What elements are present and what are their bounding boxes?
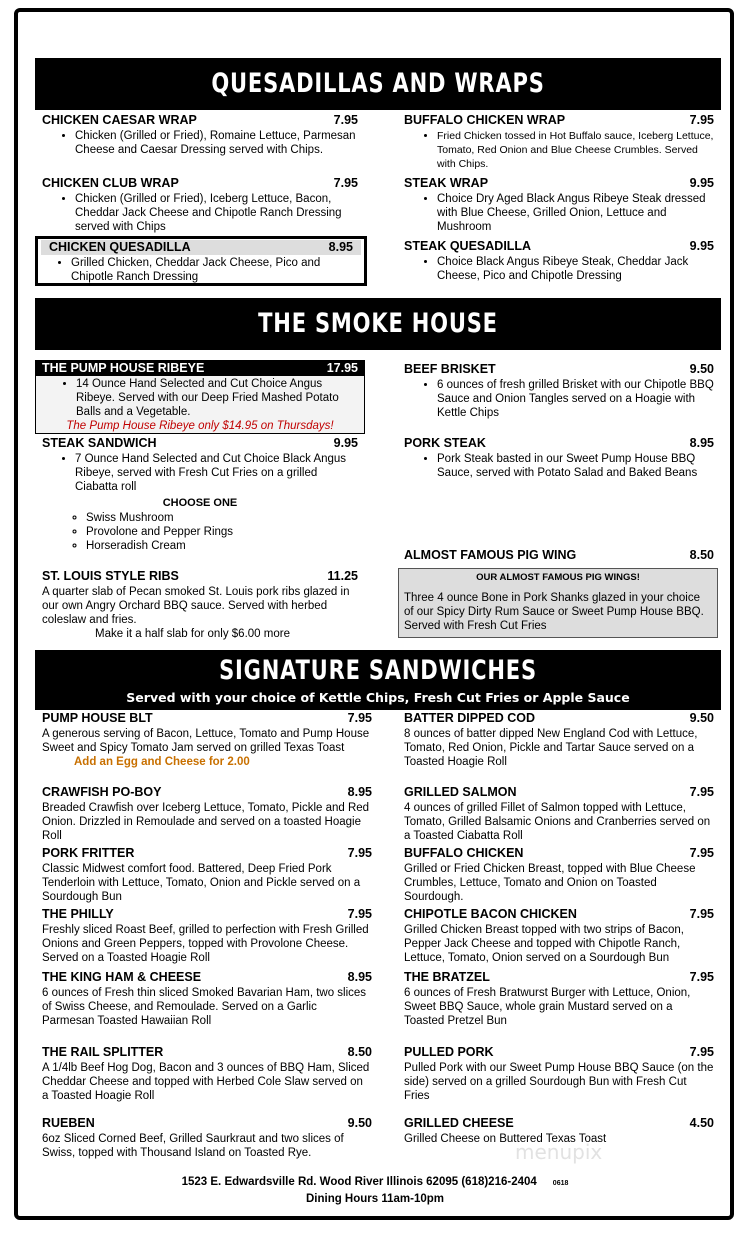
item-description: Grilled Cheese on Buttered Texas Toast	[404, 1133, 607, 1145]
item-name: RUEBEN	[42, 1116, 95, 1130]
item-description: Grilled Chicken Breast topped with two strips of Bacon, Pepper Jack Cheese and topped with Chipotle Ranch, Lettuce, Tomato, Onion served on a Sourdough Bun	[404, 924, 684, 964]
menu-item-chicken-caesar-wrap	[42, 113, 358, 157]
menu-item-the-bratzel	[404, 970, 714, 1028]
addon-note: Add an Egg and Cheese for 2.00	[74, 756, 250, 768]
item-description: • Choice Black Angus Ribeye Steak, Cheddar Jack Cheese, Pico and Chipotle Dressing	[437, 255, 714, 283]
item-description: 6 ounces of Fresh Bratwurst Burger with Lettuce, Onion, Sweet BBQ Sauce, whole grain Mustard served on a Toasted Pretzel Bun	[404, 987, 691, 1027]
item-price: 7.95	[689, 907, 714, 921]
item-price: 7.95	[689, 1045, 714, 1059]
item-name: CHICKEN CLUB WRAP	[42, 176, 179, 190]
menu-item-pork-steak	[404, 436, 714, 480]
item-price: 8.95	[328, 240, 353, 254]
section-title: QUESADILLAS AND WRAPS	[211, 68, 545, 99]
item-price: 9.50	[689, 711, 714, 725]
item-description: • Chicken (Grilled or Fried), Iceberg Lettuce, Bacon, Cheddar Jack Cheese and Chipotle Ranch Dressing served with Chips	[75, 192, 358, 234]
item-name: BUFFALO CHICKEN	[404, 846, 524, 860]
item-price: 9.95	[689, 176, 714, 190]
item-price: 8.50	[347, 1045, 372, 1059]
item-name: PULLED PORK	[404, 1045, 494, 1059]
item-name: THE RAIL SPLITTER	[42, 1045, 164, 1059]
section-banner-sandwiches	[35, 650, 721, 710]
item-name: BUFFALO CHICKEN WRAP	[404, 113, 566, 127]
menu-item-crawfish-po-boy	[42, 785, 372, 843]
menu-item-steak-sandwich	[42, 436, 358, 553]
menu-item-king-ham-cheese	[42, 970, 372, 1028]
option-item: ◦ Swiss Mushroom	[86, 511, 358, 525]
menu-item-the-philly	[42, 907, 372, 965]
option-item: ◦ Horseradish Cream	[86, 539, 358, 553]
menu-item-batter-dipped-cod	[404, 711, 714, 769]
menu-item-chicken-club-wrap	[42, 176, 358, 234]
item-price: 8.95	[689, 436, 714, 450]
menu-item-pulled-pork	[404, 1045, 714, 1103]
item-description: • Grilled Chicken, Cheddar Jack Cheese, Pico and Chipotle Ranch Dressing	[71, 256, 359, 284]
item-description: • 6 ounces of fresh grilled Brisket with our Chipotle BBQ Sauce and Onion Tangles served on a Hoagie with Kettle Chips	[437, 378, 714, 420]
menu-item-pump-house-blt	[42, 711, 372, 769]
menu-item-st-louis-ribs	[42, 569, 358, 641]
section-subtitle: Served with your choice of Kettle Chips, Fresh Cut Fries or Apple Sauce	[126, 690, 630, 705]
half-slab-note: Make it a half slab for only $6.00 more	[95, 628, 290, 640]
thursday-special-note: The Pump House Ribeye only $14.95 on Thursdays!	[66, 420, 334, 432]
item-price: 9.95	[333, 436, 358, 450]
item-price: 17.95	[326, 361, 358, 375]
item-name: THE PUMP HOUSE RIBEYE	[42, 361, 205, 375]
item-description: • Choice Dry Aged Black Angus Ribeye Steak dressed with Blue Cheese, Grilled Onion, Lettuce and Mushroom	[437, 192, 714, 234]
menu-item-chicken-quesadilla	[35, 236, 367, 286]
item-name: CRAWFISH PO-BOY	[42, 785, 162, 799]
choose-one-label: CHOOSE ONE	[162, 497, 238, 509]
menu-item-grilled-salmon	[404, 785, 714, 843]
item-description: • Pork Steak basted in our Sweet Pump House BBQ Sauce, served with Potato Salad and Baked Beans	[437, 452, 714, 480]
item-name: CHICKEN QUESADILLA	[49, 240, 191, 254]
item-name: GRILLED SALMON	[404, 785, 517, 799]
item-name: STEAK SANDWICH	[42, 436, 157, 450]
item-description: A quarter slab of Pecan smoked St. Louis pork ribs glazed in our own Angry Orchard BBQ sauce. Served with herbed coleslaw and fries.	[42, 586, 350, 626]
item-price: 9.50	[689, 362, 714, 376]
item-name: GRILLED CHEESE	[404, 1116, 514, 1130]
item-price: 7.95	[347, 711, 372, 725]
item-price: 8.95	[347, 970, 372, 984]
item-description: • Fried Chicken tossed in Hot Buffalo sauce, Iceberg Lettuce, Tomato, Red Onion and Blue Cheese Crumbles. Served with Chips.	[437, 129, 714, 171]
item-description: 6oz Sliced Corned Beef, Grilled Saurkraut and two slices of Swiss, topped with Thousand Island on Toasted Rye.	[42, 1133, 344, 1159]
item-price: 7.95	[347, 907, 372, 921]
callout-title: OUR ALMOST FAMOUS PIG WINGS!	[476, 572, 640, 583]
footer-code: 0618	[552, 1180, 569, 1187]
item-name: PORK FRITTER	[42, 846, 135, 860]
menu-item-pump-house-ribeye	[35, 360, 365, 434]
item-price: 7.95	[689, 970, 714, 984]
footer-address: 1523 E. Edwardsville Rd. Wood River Illinois 62095 (618)216-2404	[181, 1176, 537, 1188]
item-price: 8.95	[347, 785, 372, 799]
item-price: 7.95	[689, 846, 714, 860]
item-price: 8.50	[689, 548, 714, 562]
callout-description: Three 4 ounce Bone in Pork Shanks glazed in your choice of our Spicy Dirty Rum Sauce or Sweet Pump House BBQ. Served with Fresh Cut Fries	[404, 592, 704, 632]
item-name: CHICKEN CAESAR WRAP	[42, 113, 197, 127]
section-banner-quesadillas	[35, 58, 721, 110]
menu-item-buffalo-chicken-wrap	[404, 113, 714, 171]
menu-item-steak-quesadilla	[404, 239, 714, 283]
item-price: 9.50	[347, 1116, 372, 1130]
item-description: Classic Midwest comfort food. Battered, Deep Fried Pork Tenderloin with Lettuce, Tomato, Onion and Pickle served on a Sourdough Bun	[42, 863, 361, 903]
option-item: ◦ Provolone and Pepper Rings	[86, 525, 358, 539]
item-name: PUMP HOUSE BLT	[42, 711, 153, 725]
item-price: 11.25	[327, 569, 358, 583]
menu-item-beef-brisket	[404, 362, 714, 420]
item-description: • 14 Ounce Hand Selected and Cut Choice Angus Ribeye. Served with our Deep Fried Mashed Potato Balls and a Vegetable.	[76, 377, 364, 419]
item-description: • 7 Ounce Hand Selected and Cut Choice Black Angus Ribeye, served with Fresh Cut Fries on a grilled Ciabatta roll	[75, 452, 358, 494]
item-price: 7.95	[333, 176, 358, 190]
item-description: Pulled Pork with our Sweet Pump House BBQ Sauce (on the side) served on a grilled Sourdough Bun with Fresh Cut Fries	[404, 1062, 714, 1102]
menu-item-buffalo-chicken	[404, 846, 714, 904]
menu-item-pig-wing	[404, 548, 714, 563]
section-banner-smokehouse	[35, 298, 721, 350]
pig-wing-callout	[398, 568, 718, 638]
footer-address-line	[0, 1176, 750, 1188]
item-price: 7.95	[347, 846, 372, 860]
item-price: 7.95	[689, 113, 714, 127]
item-name: BATTER DIPPED COD	[404, 711, 536, 725]
item-name: THE BRATZEL	[404, 970, 490, 984]
section-title: THE SMOKE HOUSE	[258, 308, 498, 339]
item-name: ALMOST FAMOUS PIG WING	[404, 548, 577, 562]
item-name: THE PHILLY	[42, 907, 114, 921]
menu-item-rueben	[42, 1116, 372, 1160]
menu-item-pork-fritter	[42, 846, 372, 904]
menu-item-steak-wrap	[404, 176, 714, 234]
item-name: CHIPOTLE BACON CHICKEN	[404, 907, 577, 921]
item-name: STEAK QUESADILLA	[404, 239, 532, 253]
item-description: 6 ounces of Fresh thin sliced Smoked Bavarian Ham, two slices of Swiss Cheese, and Remoulade. Served on a Garlic Parmesan Toasted Hawaiian Roll	[42, 987, 367, 1027]
item-description: 4 ounces of grilled Fillet of Salmon topped with Lettuce, Tomato, Grilled Balsamic Onions and Cranberries served on a Toasted Ciabatta Roll	[404, 802, 711, 842]
item-description: • Chicken (Grilled or Fried), Romaine Lettuce, Parmesan Cheese and Caesar Dressing served with Chips.	[75, 129, 358, 157]
menu-item-chipotle-bacon-chicken	[404, 907, 714, 965]
watermark: menupix	[515, 1140, 603, 1164]
footer-hours: Dining Hours 11am-10pm	[305, 1193, 445, 1205]
item-description: Freshly sliced Roast Beef, grilled to perfection with Fresh Grilled Onions and Green Peppers, topped with Provolone Cheese. Served on a Toasted Hoagie Roll	[42, 924, 369, 964]
item-name: BEEF BRISKET	[404, 362, 496, 376]
item-description: Breaded Crawfish over Iceberg Lettuce, Tomato, Pickle and Red Onion. Drizzled in Remoulade and served on a toasted Hoagie Roll	[42, 802, 370, 842]
item-description: 8 ounces of batter dipped New England Cod with Lettuce, Tomato, Red Onion, Pickle and Tartar Sauce served on a Toasted Hoagie Roll	[404, 728, 698, 768]
item-price: 7.95	[689, 785, 714, 799]
item-name: ST. LOUIS STYLE RIBS	[42, 569, 179, 583]
menu-item-rail-splitter	[42, 1045, 372, 1103]
section-title: SIGNATURE SANDWICHES	[219, 655, 537, 686]
item-name: THE KING HAM & CHEESE	[42, 970, 202, 984]
item-description: A generous serving of Bacon, Lettuce, Tomato and Pump House Sweet and Spicy Tomato Jam served on grilled Texas Toast	[42, 728, 370, 754]
item-name: PORK STEAK	[404, 436, 486, 450]
item-name: STEAK WRAP	[404, 176, 489, 190]
item-price: 4.50	[689, 1116, 714, 1130]
item-price: 7.95	[333, 113, 358, 127]
item-description: A 1/4lb Beef Hog Dog, Bacon and 3 ounces of BBQ Ham, Sliced Cheddar Cheese and topped with Herbed Cole Slaw served on a Toasted Hoagie Roll	[42, 1062, 370, 1102]
item-price: 9.95	[689, 239, 714, 253]
item-description: Grilled or Fried Chicken Breast, topped with Blue Cheese Crumbles, Lettuce, Tomato and Onion on Toasted Sourdough.	[404, 863, 696, 903]
